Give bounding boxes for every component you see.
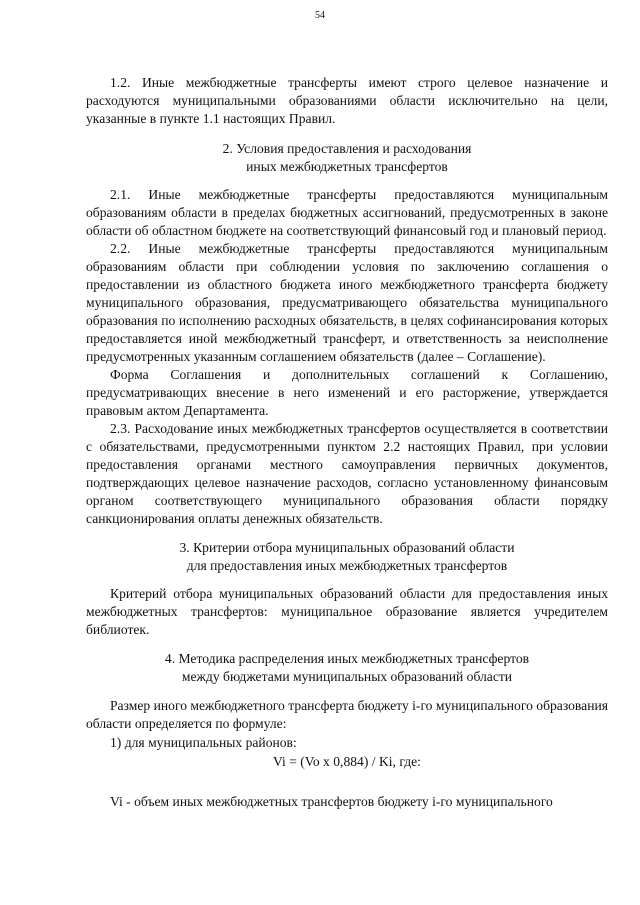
- paragraph-criterion: Критерий отбора муниципальных образований области для предоставления иных межбюджетных трансфертов: муниципальное образование является учредителем библиотек.: [86, 586, 608, 637]
- page-number: 54: [315, 10, 325, 21]
- paragraph-2-2: 2.2. Иные межбюджетные трансферты предоставляются муниципальным образованиям области при соблюдении условия по заключению соглашения о предоставлении из областного бюджета иного межбюджетного трансферта бюджету муниципального образования, предусматривающего обязательства муниципального образования по исполнению расходных обязательств, в целях софинансирования которых предоставляется иной межбюджетный трансферт, и ответственность за неисполнение предусмотренных указанным соглашением обязательств (далее – Соглашение).: [86, 241, 608, 364]
- paragraph-2-3: 2.3. Расходование иных межбюджетных трансфертов осуществляется в соответствии с обязательствами, предусмотренными пунктом 2.2 настоящих Правил, при условии предоставления органами местного самоуправления первичных документов, подтверждающих целевое назначение расходов, согласно установленному финансовым органом соответствующего муниципального образования области порядку санкционирования оплаты денежных обязательств.: [86, 421, 608, 526]
- section-4-heading-line-1: 4. Методика распределения иных межбюджетных трансфертов: [164, 651, 530, 666]
- paragraph-agreement-form: Форма Соглашения и дополнительных соглашений к Соглашению, предусматривающих внесение в него изменений и его расторжение, утверждается правовым актом Департамента.: [86, 367, 608, 418]
- section-3-heading-line-2: для предоставления иных межбюджетных трансфертов: [186, 558, 508, 573]
- document-body: [86, 74, 608, 811]
- section-3-heading-line-1: 3. Критерии отбора муниципальных образований области: [179, 540, 515, 555]
- paragraph-2-1: 2.1. Иные межбюджетные трансферты предоставляются муниципальным образованиям области в пределах бюджетных ассигнований, предусмотренных в законе области об областном бюджете на соответствующий финансовый год и плановый период.: [86, 187, 608, 238]
- list-item-municipal-districts: 1) для муниципальных районов:: [110, 735, 297, 750]
- paragraph-vi-definition: Vi - объем иных межбюджетных трансфертов бюджету i-го муниципального: [110, 794, 553, 809]
- paragraph-1-2: 1.2. Иные межбюджетные трансферты имеют строго целевое назначение и расходуются муниципальными образованиями области исключительно на цели, указанные в пункте 1.1 настоящих Правил.: [86, 75, 608, 126]
- section-4-heading-line-2: между бюджетами муниципальных образований области: [181, 669, 513, 684]
- formula: Vi = (Vo х 0,884) / Ki, где:: [273, 754, 421, 769]
- paragraph-transfer-size: Размер иного межбюджетного трансферта бюджету i-го муниципального образования области определяется по формуле:: [86, 698, 608, 731]
- section-2-heading-line-1: 2. Условия предоставления и расходования: [222, 141, 472, 156]
- section-2-heading-line-2: иных межбюджетных трансфертов: [246, 159, 448, 174]
